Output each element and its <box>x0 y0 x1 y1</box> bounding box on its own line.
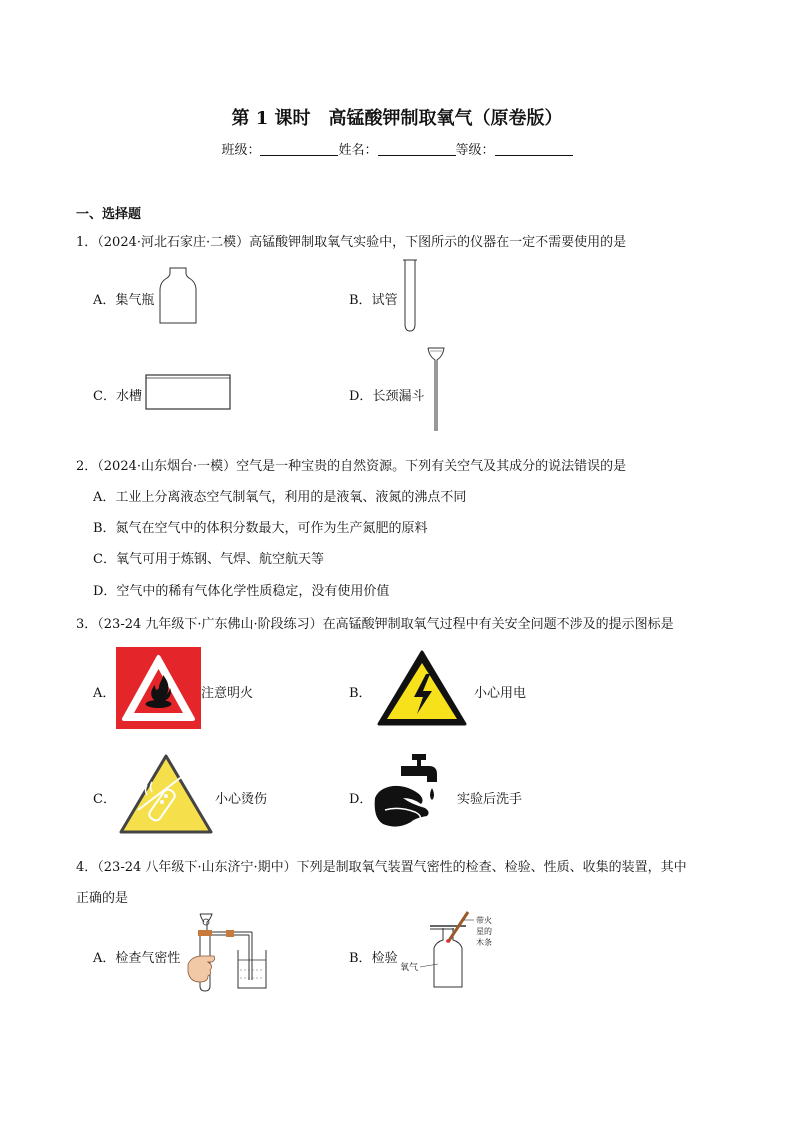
q1-option-d[interactable]: D．长颈漏斗 <box>349 389 425 404</box>
airtightness-check-apparatus <box>186 912 278 994</box>
water-trough-icon <box>144 373 232 411</box>
oxygen-label: 氧气 <box>400 963 419 973</box>
q3-option-a-text: 注意明火 <box>201 686 254 701</box>
q3-option-d-letter[interactable]: D． <box>349 792 373 807</box>
question-4-stem-line1: 4．（23-24 八年级下·山东济宁·期中）下列是制取氧气装置气密性的检查、检验、性质、收集的装置，其中 <box>76 860 687 875</box>
question-3-stem: 3．（23-24 九年级下·广东佛山·阶段练习）在高锰酸钾制取氧气过程中有关安全问题不涉及的提示图标是 <box>76 617 674 632</box>
q2-option-a[interactable]: A．工业上分离液态空气制氧气，利用的是液氧、液氮的沸点不同 <box>93 490 467 505</box>
stick-label-line3: 木条 <box>476 938 492 947</box>
q4-option-b[interactable]: B．检验 <box>349 951 398 966</box>
hand-wash-icon <box>371 748 457 834</box>
q1-option-c[interactable]: C．水槽 <box>93 389 142 404</box>
open-flame-warning-icon <box>116 647 201 729</box>
q3-option-b-text: 小心用电 <box>474 686 527 701</box>
q3-option-c-text: 小心烫伤 <box>215 792 268 807</box>
q4-option-a[interactable]: A．检查气密性 <box>93 951 181 966</box>
test-tube-icon <box>400 259 420 333</box>
electric-shock-warning-icon <box>372 644 472 732</box>
stick-label-line1: 带火 <box>476 916 492 925</box>
question-1-stem: 1．（2024·河北石家庄·二模）高锰酸钾制取氧气实验中，下图所示的仪器在一定不需要使用的是 <box>76 235 627 250</box>
q1-option-a[interactable]: A．集气瓶 <box>93 293 155 308</box>
q2-option-d[interactable]: D．空气中的稀有气体化学性质稳定，没有使用价值 <box>93 584 390 599</box>
question-4-stem-line2: 正确的是 <box>76 891 129 906</box>
q3-option-b-letter[interactable]: B． <box>349 686 372 701</box>
q2-option-c[interactable]: C．氧气可用于炼钢、气焊、航空航天等 <box>93 552 324 567</box>
q2-option-b[interactable]: B．氮气在空气中的体积分数最大，可作为生产氮肥的原料 <box>93 521 428 536</box>
class-label: 班级： <box>221 143 261 158</box>
q3-option-a-letter[interactable]: A． <box>93 686 116 701</box>
grade-blank[interactable] <box>495 143 573 156</box>
q3-option-d-text: 实验后洗手 <box>457 792 523 807</box>
class-blank[interactable] <box>260 143 338 156</box>
question-2-stem: 2．（2024·山东烟台·一模）空气是一种宝贵的自然资源。下列有关空气及其成分的说法错误的是 <box>76 459 627 474</box>
section-title: 一、选择题 <box>76 207 142 222</box>
burn-hazard-warning-icon <box>118 752 214 836</box>
q3-option-c-letter[interactable]: C． <box>93 792 116 807</box>
stick-label-line2: 星的 <box>476 927 492 936</box>
page-title: 第 1 课时 高锰酸钾制取氧气（原卷版） <box>231 108 563 129</box>
grade-label: 等级： <box>455 143 495 158</box>
oxygen-test-apparatus <box>398 910 508 990</box>
gas-bottle-icon <box>158 266 198 326</box>
name-label: 姓名： <box>338 143 378 158</box>
q1-option-b[interactable]: B．试管 <box>349 293 398 308</box>
student-info-line <box>0 139 794 158</box>
long-neck-funnel-icon <box>426 346 446 432</box>
name-blank[interactable] <box>378 143 456 156</box>
